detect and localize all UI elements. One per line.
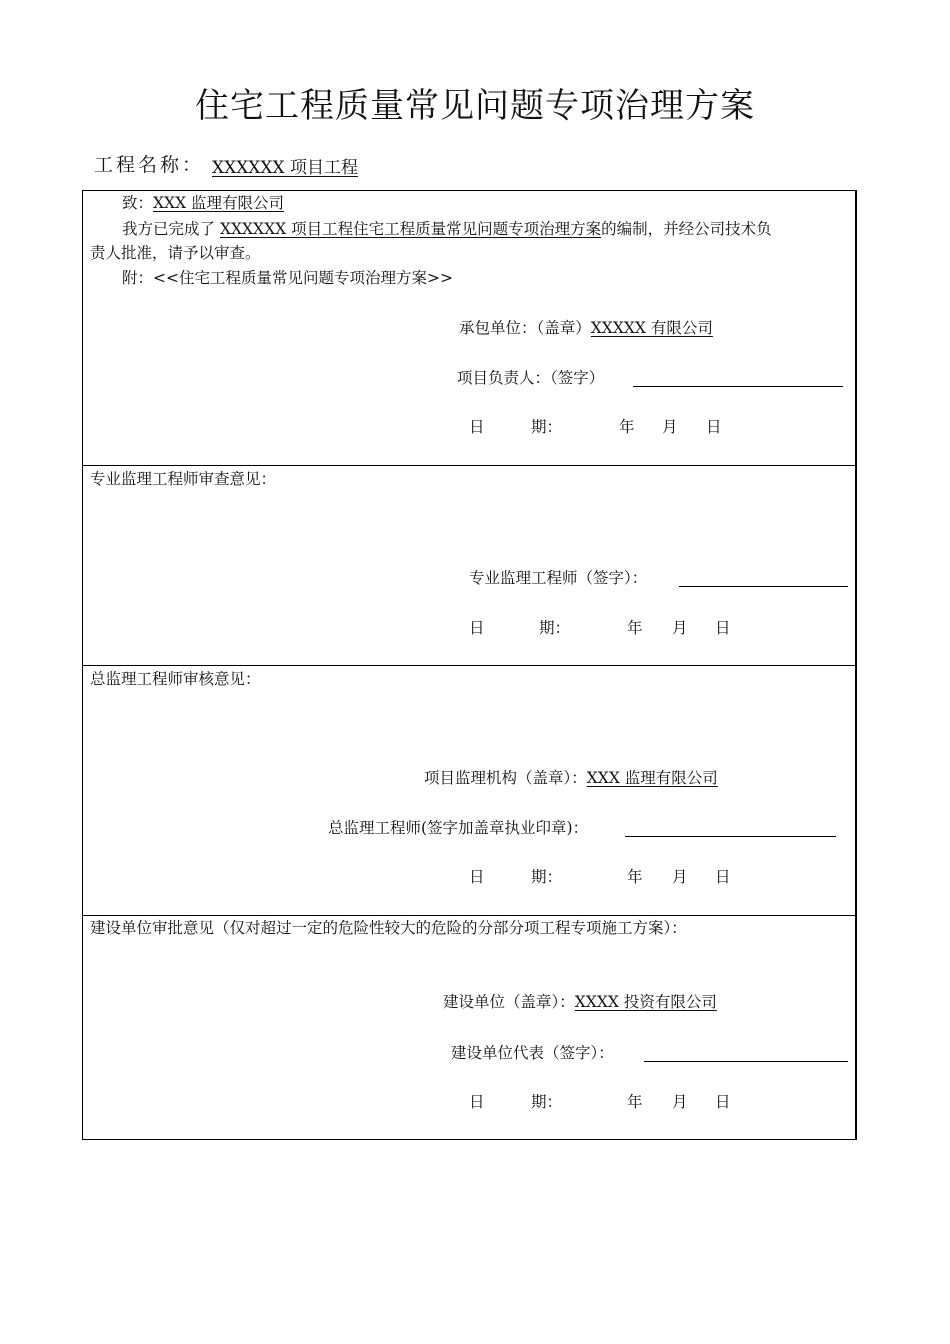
specialist-review-heading: 专业监理工程师审查意见： bbox=[90, 470, 277, 488]
contractor-label: 承包单位：（盖章） bbox=[459, 319, 591, 337]
owner-rep-signature-line bbox=[644, 1061, 848, 1062]
project-manager-signature-line bbox=[633, 386, 843, 387]
date-day-label: 日 bbox=[706, 418, 722, 436]
date-day-label: 日 bbox=[715, 619, 731, 637]
date-year-label: 年 bbox=[627, 619, 643, 637]
project-name-value: XXXXXX 项目工程 bbox=[212, 158, 359, 178]
chief-engineer-signature-line bbox=[625, 836, 836, 837]
date-label-ri: 日 bbox=[469, 619, 485, 637]
section-divider bbox=[82, 665, 857, 666]
date-label-qi: 期： bbox=[531, 418, 563, 436]
supervision-org-line bbox=[424, 767, 718, 789]
supervision-org-label: 项目监理机构（盖章）： bbox=[424, 769, 587, 787]
addressee-line bbox=[122, 192, 284, 214]
date-label-ri: 日 bbox=[469, 1093, 485, 1111]
section-divider bbox=[82, 465, 857, 466]
owner-unit-name: XXXX 投资有限公司 bbox=[574, 993, 717, 1011]
date-label-qi: 期： bbox=[539, 619, 571, 637]
owner-unit-label: 建设单位（盖章）： bbox=[443, 993, 575, 1011]
submission-body-line-2: 责人批准，请予以审查。 bbox=[90, 244, 261, 262]
owner-approval-heading: 建设单位审批意见（仅对超过一定的危险性较大的危险的分部分项工程专项施工方案）： bbox=[90, 919, 687, 937]
owner-unit-line bbox=[443, 991, 717, 1013]
specialist-engineer-signature-line bbox=[679, 586, 848, 587]
contractor-line bbox=[459, 317, 713, 339]
project-name-label: 工程名称： bbox=[94, 154, 205, 176]
body-suffix: 的编制，并经公司技术负 bbox=[601, 220, 772, 238]
date-label-qi: 期： bbox=[531, 1093, 563, 1111]
date-label-qi: 期： bbox=[531, 868, 563, 886]
contractor-name: XXXXX 有限公司 bbox=[590, 319, 713, 337]
section-divider bbox=[82, 915, 857, 916]
body-plan-name: 住宅工程质量常见问题专项治理方案 bbox=[353, 220, 602, 238]
date-year-label: 年 bbox=[627, 1093, 643, 1111]
document-title: 住宅工程质量常见问题专项治理方案 bbox=[195, 86, 755, 126]
addressee-prefix: 致： bbox=[122, 194, 154, 212]
date-month-label: 月 bbox=[672, 619, 688, 637]
owner-rep-label: 建设单位代表（签字）： bbox=[451, 1044, 614, 1062]
date-day-label: 日 bbox=[715, 868, 731, 886]
date-month-label: 月 bbox=[672, 868, 688, 886]
date-year-label: 年 bbox=[619, 418, 635, 436]
body-prefix: 我方已完成了 bbox=[122, 220, 220, 238]
date-month-label: 月 bbox=[672, 1093, 688, 1111]
specialist-engineer-label: 专业监理工程师（签字）： bbox=[469, 569, 648, 587]
date-label-ri: 日 bbox=[469, 868, 485, 886]
chief-engineer-label: 总监理工程师(签字加盖章执业印章)： bbox=[328, 819, 589, 837]
date-label-ri: 日 bbox=[469, 418, 485, 436]
body-project-name: XXXXXX 项目工程 bbox=[219, 220, 354, 238]
date-day-label: 日 bbox=[715, 1093, 731, 1111]
supervision-company-name: XXX 监理有限公司 bbox=[153, 194, 285, 212]
date-month-label: 月 bbox=[662, 418, 678, 436]
date-year-label: 年 bbox=[627, 868, 643, 886]
project-manager-label: 项目负责人：（签字） bbox=[457, 369, 605, 387]
supervision-org-name: XXX 监理有限公司 bbox=[586, 769, 718, 787]
submission-body-line-1 bbox=[122, 218, 772, 240]
attachment-line: 附：<<住宅工程质量常见问题专项治理方案>> bbox=[122, 269, 453, 287]
chief-review-heading: 总监理工程师审核意见： bbox=[90, 670, 261, 688]
